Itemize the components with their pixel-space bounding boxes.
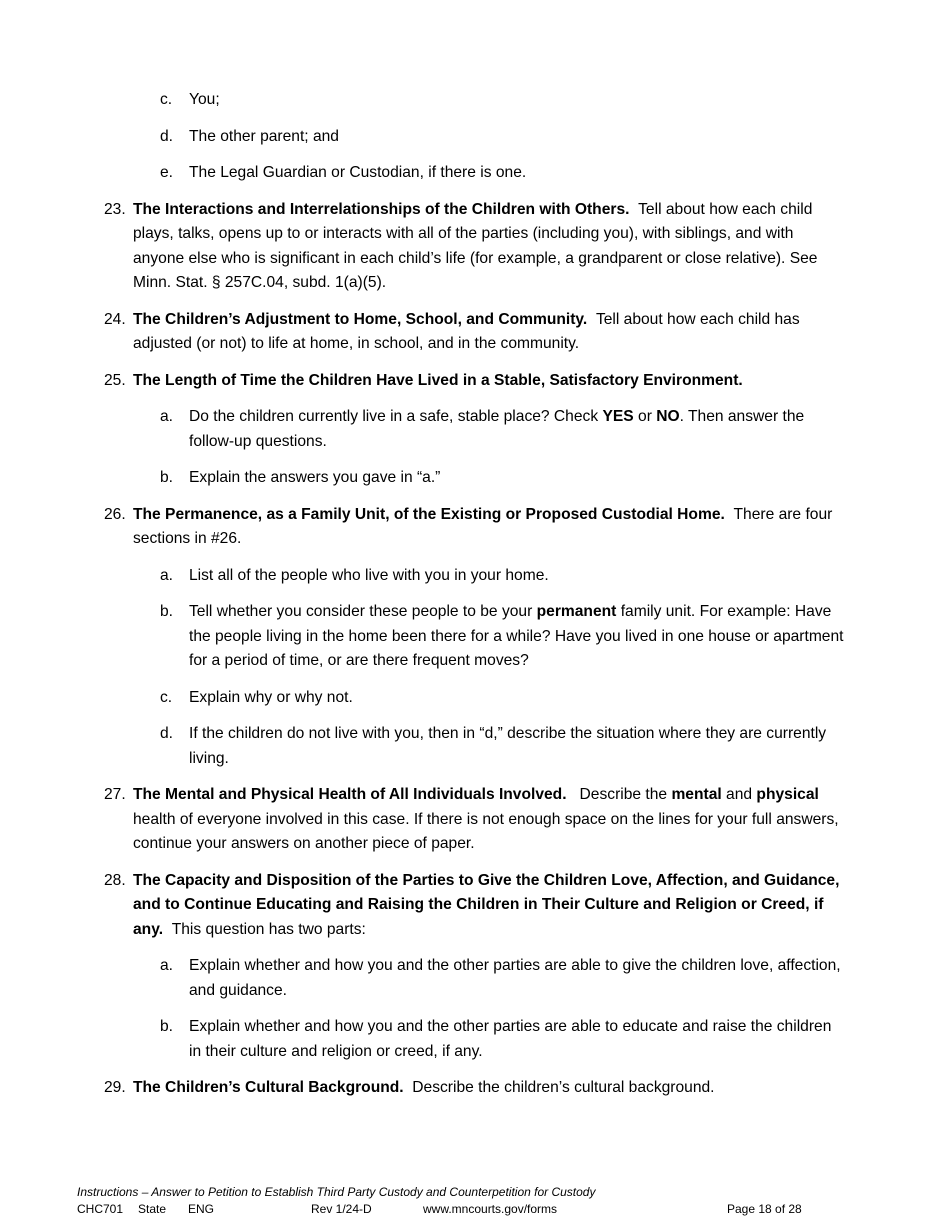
form-revision: Rev 1/24-D [311, 1202, 372, 1216]
form-code: CHC701 [77, 1202, 124, 1216]
subitem-text: Explain whether and how you and the other parties are able to educate and raise the children in their culture and religion or creed, if any. [189, 1018, 832, 1060]
list-item-25 [104, 369, 844, 394]
list-item-26 [104, 503, 844, 552]
subitem-letter: b. [160, 603, 174, 620]
subitem-text: You; [189, 91, 220, 108]
no-keyword: NO [656, 408, 680, 425]
subitem-letter: e. [160, 164, 174, 181]
subitem-letter: d. [160, 725, 174, 742]
page-footer [77, 1184, 837, 1218]
list-item-28 [104, 869, 844, 943]
subitem-letter: b. [160, 1018, 174, 1035]
item-number: 23. [104, 200, 126, 218]
subitem-text: Explain the answers you gave in “a.” [189, 469, 441, 486]
list-subitem-22c [104, 88, 844, 113]
item-text: Tell about how each child has adjusted (or not) to life at home, in school, and in the community. [133, 310, 800, 352]
item-heading: The Capacity and Disposition of the Parties to Give the Children Love, Affection, and Guidance, and to Continue Educating and Raising the Children in Their Culture and Religion or Creed, if any. [133, 871, 840, 938]
subitem-text: The other parent; and [189, 127, 339, 145]
footer-info-row [77, 1201, 837, 1218]
list-subitem-26b [104, 600, 844, 674]
item-number: 26. [104, 505, 126, 523]
subitem-text: List all of the people who live with you in your home. [189, 566, 549, 584]
list-item-24 [104, 308, 844, 357]
subitem-text-continued: family unit. For example: Have the people living in the home been there for a while? Have you lived in one house or apartment for a period of time, or are there frequent moves? [189, 603, 844, 669]
subitem-letter: a. [160, 408, 174, 425]
or-word: or [638, 408, 652, 425]
physical-keyword: physical [756, 786, 819, 803]
item-text: There are four sections in #26. [133, 505, 833, 547]
item-heading: The Interactions and Interrelationships of the Children with Others. [133, 200, 630, 218]
item-heading: The Length of Time the Children Have Lived in a Stable, Satisfactory Environment. [133, 371, 743, 389]
item-heading: The Children’s Cultural Background. [133, 1079, 404, 1096]
mental-keyword: mental [671, 786, 722, 803]
list-subitem-22e [104, 161, 844, 186]
item-text: Describe the children’s cultural background. [412, 1079, 715, 1096]
subitem-letter: d. [160, 127, 174, 145]
footer-title: Instructions – Answer to Petition to Establish Third Party Custody and Counterpetition for Custody [77, 1185, 596, 1199]
subitem-letter: c. [160, 688, 173, 706]
forms-website-link[interactable]: www.mncourts.gov/forms [423, 1202, 558, 1216]
item-number: 24. [104, 310, 126, 328]
list-item-23 [104, 198, 844, 296]
list-item-27 [104, 783, 844, 857]
subitem-letter: a. [160, 957, 174, 974]
list-subitem-25a [104, 405, 844, 454]
form-state: State [138, 1202, 167, 1216]
yes-keyword: YES [602, 408, 634, 425]
list-subitem-26c [104, 686, 844, 711]
item-heading: The Children’s Adjustment to Home, School, and Community. [133, 310, 588, 328]
instructions-list [104, 88, 844, 1113]
item-number: 29. [104, 1079, 126, 1096]
list-subitem-26a [104, 564, 844, 589]
item-text: Tell about how each child plays, talks, opens up to or interacts with all of the parties (including you), with siblings, and with anyone else who is significant in each child’s life (for example, a grandparent or close relative). See Minn. Stat. § 257C.04, subd. 1(a)(5). [133, 200, 818, 291]
item-number: 25. [104, 371, 126, 389]
list-subitem-25b [104, 466, 844, 491]
list-subitem-26d [104, 722, 844, 771]
subitem-text: Explain whether and how you and the other parties are able to give the children love, affection, and guidance. [189, 957, 841, 999]
subitem-text: Do the children currently live in a safe, stable place? Check [189, 408, 599, 425]
list-subitem-22d [104, 125, 844, 150]
item-text: This question has two parts: [171, 920, 366, 938]
subitem-text: The Legal Guardian or Custodian, if there is one. [189, 164, 527, 181]
item-heading: The Permanence, as a Family Unit, of the Existing or Proposed Custodial Home. [133, 505, 725, 523]
subitem-text-continued: . Then answer the follow-up questions. [189, 408, 805, 450]
list-subitem-28a [104, 954, 844, 1003]
subitem-text: Tell whether you consider these people to be your [189, 603, 533, 620]
item-heading: The Mental and Physical Health of All Individuals Involved. [133, 786, 567, 803]
item-text: Describe the [579, 786, 668, 803]
subitem-text: If the children do not live with you, then in “d,” describe the situation where they are currently living. [189, 725, 827, 767]
subitem-text: Explain why or why not. [189, 688, 353, 706]
permanent-keyword: permanent [536, 603, 617, 620]
form-language: ENG [188, 1202, 215, 1216]
item-number: 28. [104, 871, 126, 889]
list-item-29 [104, 1076, 844, 1101]
item-text-and: and [726, 786, 753, 803]
item-text-continued: health of everyone involved in this case. If there is not enough space on the lines for your full answers, continue your answers on another piece of paper. [133, 810, 839, 852]
list-subitem-28b [104, 1015, 844, 1064]
subitem-letter: c. [160, 91, 173, 108]
item-number: 27. [104, 786, 126, 803]
subitem-letter: b. [160, 469, 174, 486]
subitem-letter: a. [160, 566, 174, 584]
page-number: Page 18 of 28 [727, 1202, 802, 1216]
